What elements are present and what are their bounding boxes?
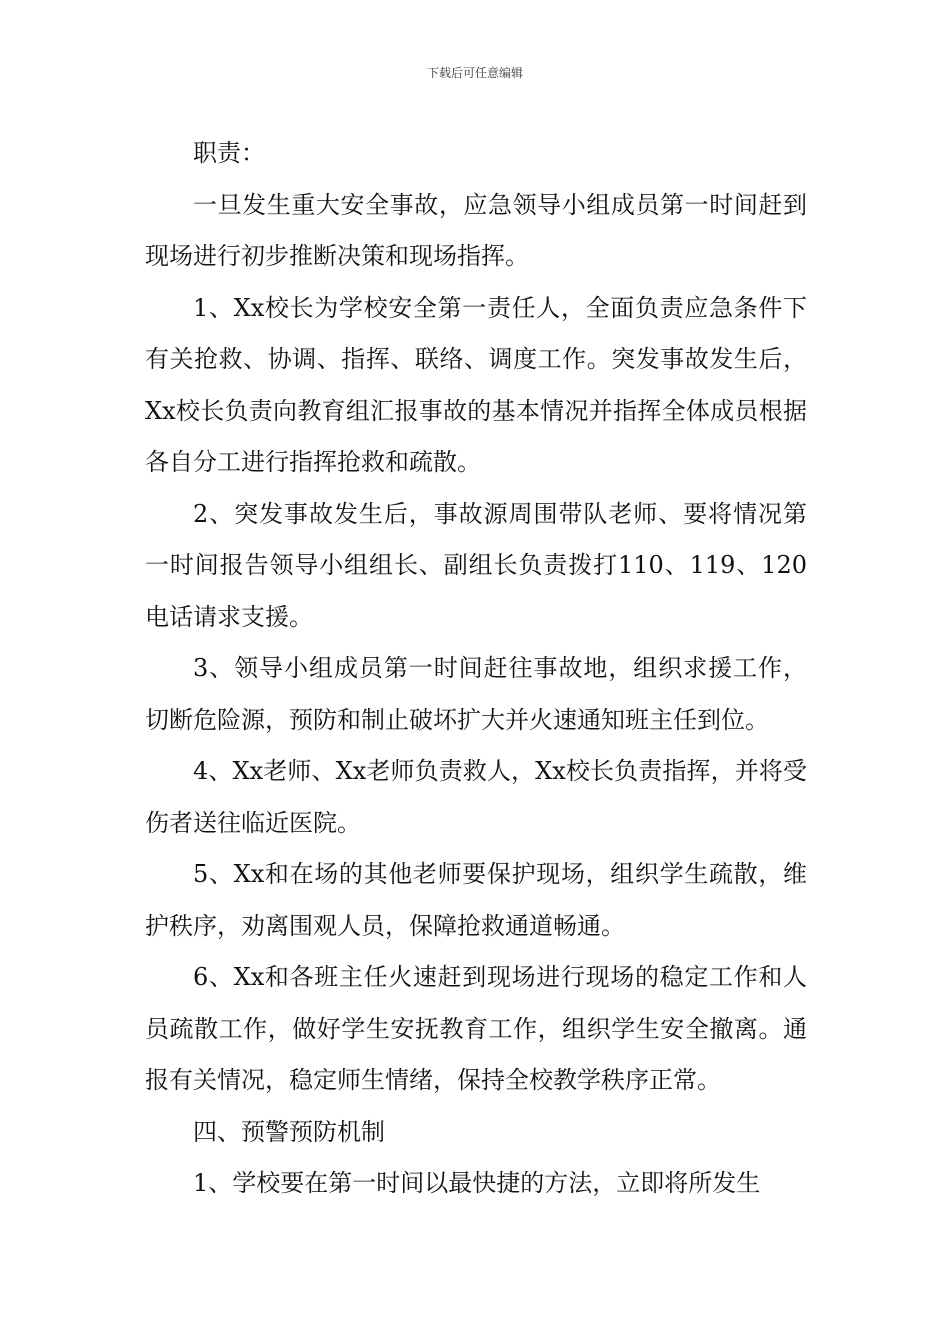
paragraph-warning-item-1: 1、学校要在第一时间以最快捷的方法，立即将所发生 xyxy=(193,1169,761,1197)
paragraph-item-3: 3、领导小组成员第一时间赶往事故地，组织求援工作，切断危险源，预防和制止破坏扩大并火速通知班主任到位。 xyxy=(145,654,807,734)
paragraph-item-1: 1、Xx校长为学校安全第一责任人，全面负责应急条件下有关抢救、协调、指挥、联络、调度工作。突发事故发生后，Xx校长负责向教育组汇报事故的基本情况并指挥全体成员根据各自分工进行指挥抢救和疏散。 xyxy=(145,293,807,476)
paragraph-responsibilities-heading: 职责： xyxy=(193,139,265,167)
paragraph-intro: 一旦发生重大安全事故，应急领导小组成员第一时间赶到现场进行初步推断决策和现场指挥。 xyxy=(145,190,807,270)
document-body xyxy=(145,128,807,1210)
paragraph-item-5: 5、Xx和在场的其他老师要保护现场，组织学生疏散，维护秩序，劝离围观人员，保障抢救通道畅通。 xyxy=(145,860,807,940)
section-heading-warning-mechanism: 四、预警预防机制 xyxy=(193,1117,385,1146)
paragraph-item-4: 4、Xx老师、Xx老师负责救人，Xx校长负责指挥，并将受伤者送往临近医院。 xyxy=(145,757,807,837)
page-header-note: 下载后可任意编辑 xyxy=(426,66,523,80)
paragraph-item-6: 6、Xx和各班主任火速赶到现场进行现场的稳定工作和人员疏散工作，做好学生安抚教育工作，组织学生安全撤离。通报有关情况，稳定师生情绪，保持全校教学秩序正常。 xyxy=(145,963,807,1094)
paragraph-item-2: 2、突发事故发生后，事故源周围带队老师、要将情况第一时间报告领导小组组长、副组长负责拨打110、119、120电话请求支援。 xyxy=(145,499,807,631)
